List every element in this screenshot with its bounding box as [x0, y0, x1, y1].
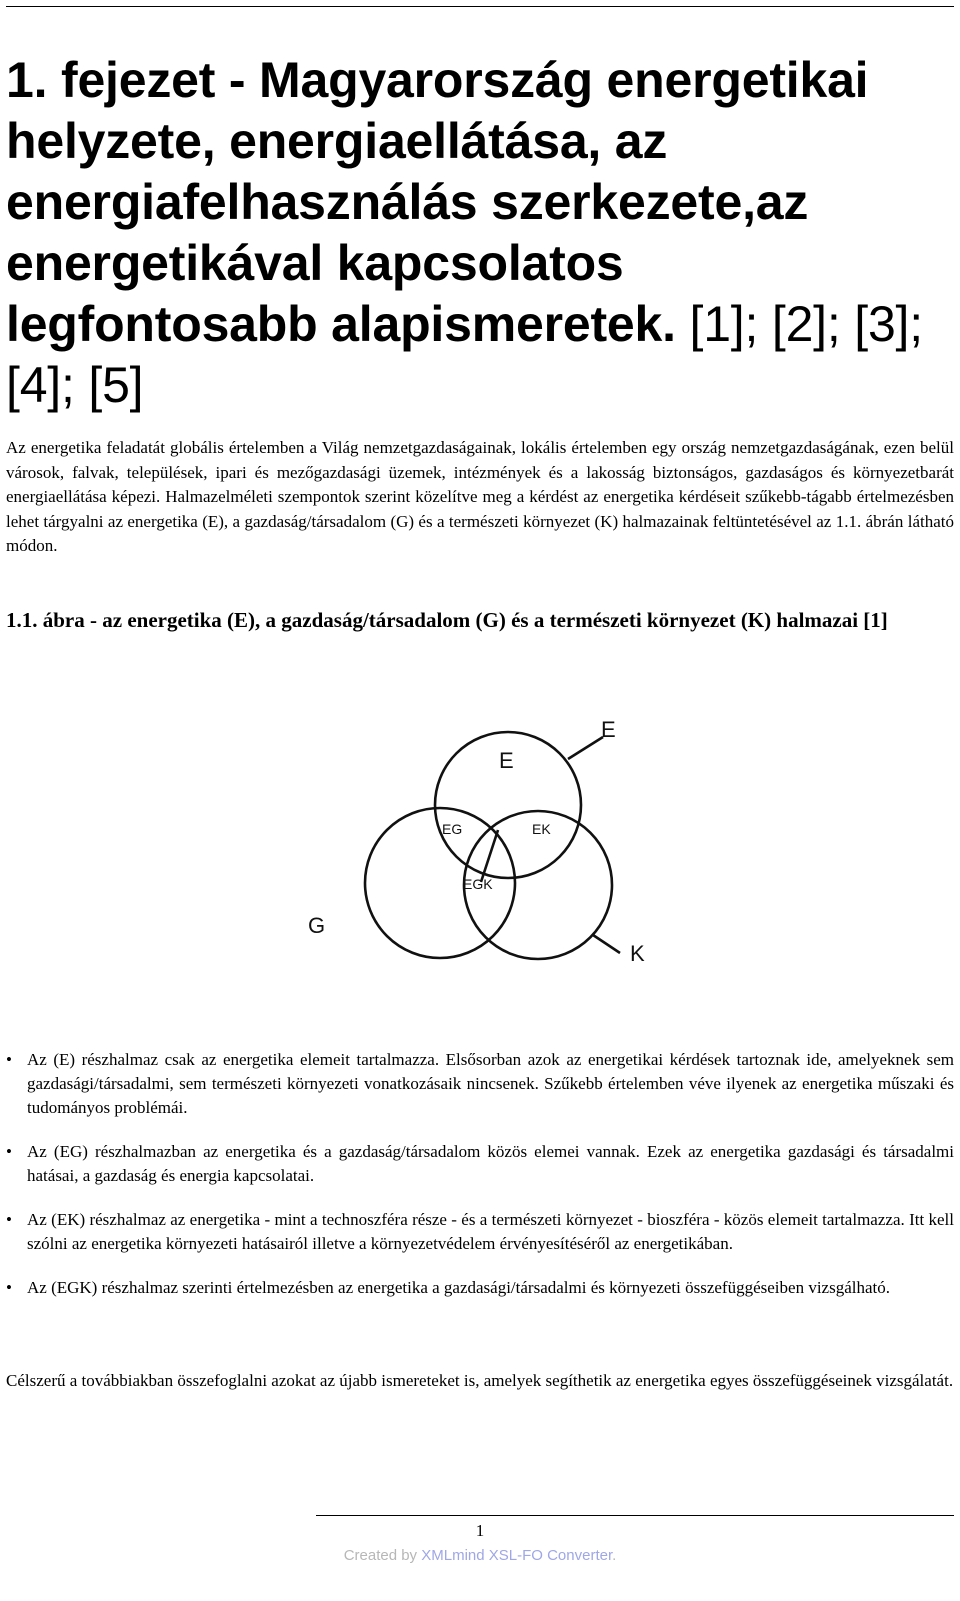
bullet-marker: • [6, 1142, 12, 1161]
page-number: 1 [475, 1521, 485, 1540]
subset-list [6, 1048, 954, 1320]
set-egk-pointer [481, 830, 498, 882]
label-e-inner: E [499, 748, 514, 773]
figure-caption: 1.1. ábra - az energetika (E), a gazdaság/társadalom (G) és a természeti környezet (K) halmazai [1] [6, 608, 888, 632]
top-rule [6, 6, 954, 7]
list-item-text: Az (E) részhalmaz csak az energetika elemeit tartalmazza. Elsősorban azok az energetikai kérdések tartoznak ide, amelyeknek sem gazdasági/társadalmi, sem természeti környezeti vonatkozásaik nincsenek. Szűkebb értelemben véve ilyenek az energetika műszaki és tudományos problémái. [27, 1050, 954, 1117]
list-item [6, 1276, 954, 1300]
footer-prefix: Created by [343, 1547, 422, 1564]
bullet-marker: • [6, 1210, 12, 1229]
footer-link[interactable]: XMLmind XSL-FO Converter [421, 1547, 613, 1564]
list-item [6, 1208, 954, 1256]
label-eg: EG [442, 821, 463, 837]
label-k: K [630, 941, 645, 966]
footer-suffix: . [612, 1547, 617, 1564]
label-e-outer: E [601, 717, 616, 742]
set-k-pointer [593, 935, 620, 953]
label-ek: EK [532, 821, 551, 837]
bullet-marker: • [6, 1278, 12, 1297]
list-item-text: Az (EK) részhalmaz az energetika - mint a technoszféra része - és a természeti környezet - bioszféra - közös elemeit tartalmazza. Itt kell szólni az energetika környezeti hatásairól illetve a környezetvédelem érvényesítéséről az energetikában. [27, 1210, 954, 1253]
footer-rule [316, 1515, 954, 1516]
list-item-text: Az (EGK) részhalmaz szerinti értelmezésben az energetika a gazdasági/társadalmi és környezeti összefüggéseiben vizsgálható. [27, 1278, 890, 1297]
set-e-pointer [568, 737, 603, 759]
chapter-title [6, 50, 946, 416]
intro-paragraph: Az energetika feladatát globális értelemben a Világ nemzetgazdaságainak, lokális értelemben egy ország nemzetgazdaságának, ezen belül városok, falvak, települések, ipari és mezőgazdasági üzemek, intézmények és a lakosság biztonságos, gazdaságos és környezetbarát energiaellátása képezi. Halmazelméleti szempontok szerint közelítve meg a kérdést az energetika kérdéseit szűkebb-tágabb értelmezésben lehet tárgyalni az energetika (E), a gazdaság/társadalom (G) és a természeti környezet (K) halmazainak feltüntetésével az 1.1. ábrán látható módon. [6, 438, 954, 555]
label-g: G [308, 913, 326, 938]
venn-diagram [300, 715, 670, 990]
chapter-title-main: 1. fejezet - Magyarország energetikai helyzete, energiaellátása, az energiafelhasználás szerkezete,az energetikával kapcsolatos legfontosabb alapismeretek. [6, 52, 869, 352]
label-egk: EGK [463, 876, 493, 892]
closing-paragraph: Célszerű a továbbiakban összefoglalni azokat az újabb ismereteket is, amelyek segíthetik az energetika egyes összefüggéseinek vizsgálatát. [6, 1371, 954, 1390]
footer-credit [0, 1546, 960, 1566]
bullet-marker: • [6, 1050, 12, 1069]
list-item [6, 1048, 954, 1120]
chapter-title-references: [1]; [2]; [3]; [4]; [5] [6, 296, 923, 413]
list-item [6, 1140, 954, 1188]
list-item-text: Az (EG) részhalmazban az energetika és a gazdaság/társadalom közös elemei vannak. Ezek az energetika gazdasági és társadalmi hatásai, a gazdaság és energia kapcsolatai. [27, 1142, 954, 1185]
